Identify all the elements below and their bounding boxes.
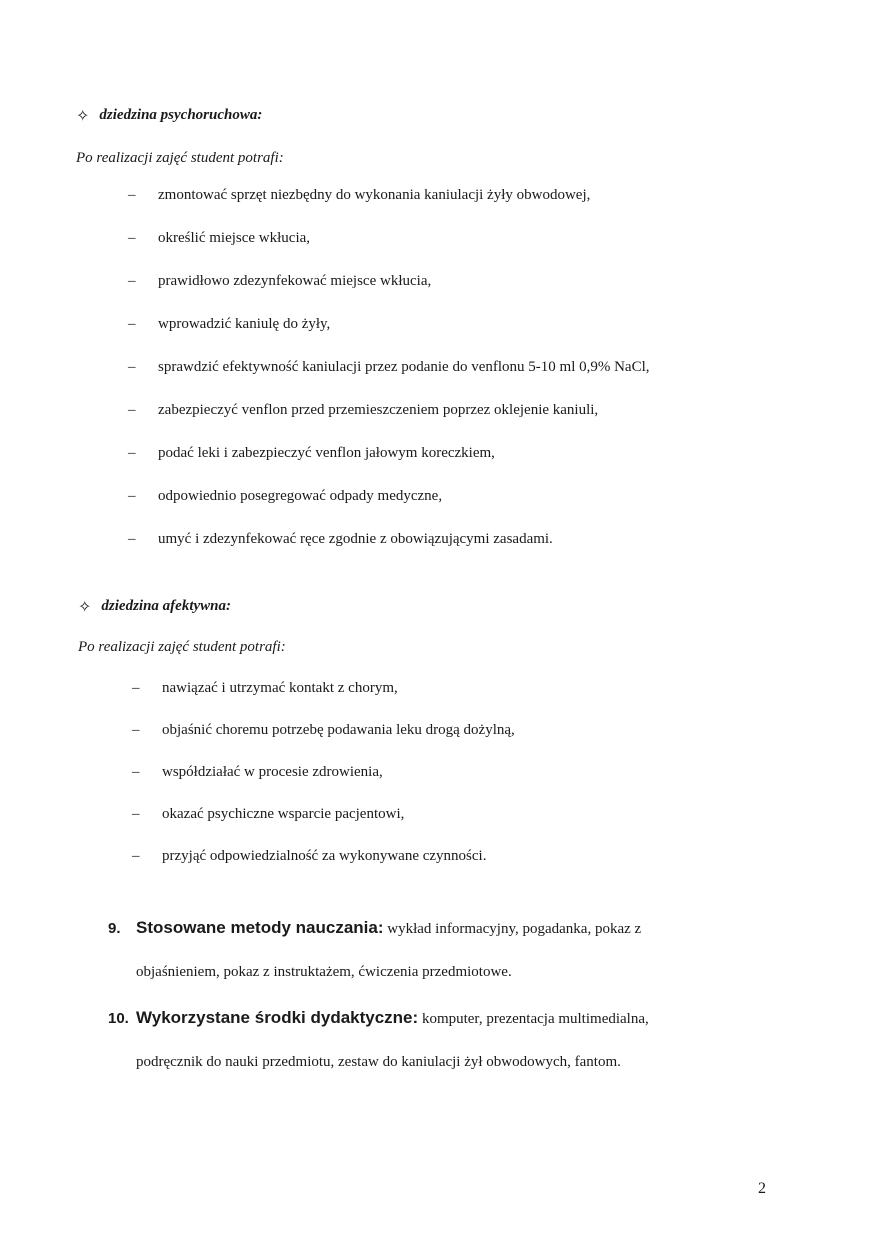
dash-bullet: – [132,806,140,822]
section-teaching-methods [108,918,788,988]
affective-list [132,680,515,890]
diamond-bullet-icon: ✧ [76,106,90,125]
list-item [128,402,650,445]
list-item-text: objaśnić choremu potrzebę podawania leku drogą dożylną, [162,722,515,738]
page-number: 2 [758,1180,766,1197]
psychomotor-heading [76,106,262,125]
dash-bullet: – [128,402,136,418]
list-item-text: podać leki i zabezpieczyć venflon jałowym koreczkiem, [158,445,495,461]
list-item [132,722,515,764]
section-text: wykład informacyjny, pogadanka, pokaz z [383,921,642,937]
dash-bullet: – [132,680,140,696]
dash-bullet: – [128,273,136,289]
list-item-text: wprowadzić kaniulę do żyły, [158,316,331,332]
affective-intro: Po realizacji zajęć student potrafi: [78,639,286,655]
psychomotor-list [128,187,650,574]
list-item-text: przyjąć odpowiedzialność za wykonywane czynności. [162,848,487,864]
dash-bullet: – [132,722,140,738]
list-item-text: zmontować sprzęt niezbędny do wykonania kaniulacji żyły obwodowej, [158,187,591,203]
list-item [128,230,650,273]
list-item [132,764,515,806]
affective-heading [78,597,231,616]
dash-bullet: – [132,764,140,780]
list-item [128,316,650,359]
list-item-text: zabezpieczyć venflon przed przemieszczeniem poprzez oklejenie kaniuli, [158,402,599,418]
list-item-text: współdziałać w procesie zdrowienia, [162,764,383,780]
section-title: Wykorzystane środki dydaktyczne: [136,1008,419,1027]
diamond-bullet-icon: ✧ [78,597,92,616]
list-item-text: nawiązać i utrzymać kontakt z chorym, [162,680,398,696]
psychomotor-heading-text: dziedzina psychoruchowa: [99,107,263,123]
list-item-text: określić miejsce wkłucia, [158,230,311,246]
list-item-text: okazać psychiczne wsparcie pacjentowi, [162,806,405,822]
section-text-continued: podręcznik do nauki przedmiotu, zestaw do kaniulacji żył obwodowych, fantom. [136,1054,621,1070]
affective-heading-text: dziedzina afektywna: [101,598,231,614]
section-teaching-aids [108,1008,788,1078]
list-item [128,531,650,574]
list-item-text: odpowiednio posegregować odpady medyczne, [158,488,443,504]
list-item-text: prawidłowo zdezynfekować miejsce wkłucia, [158,273,432,289]
dash-bullet: – [128,359,136,375]
section-text: komputer, prezentacja multimedialna, [418,1011,649,1027]
dash-bullet: – [128,187,136,203]
psychomotor-intro: Po realizacji zajęć student potrafi: [76,150,284,166]
list-item [132,680,515,722]
section-number: 10. [108,1010,129,1027]
list-item [128,187,650,230]
section-title: Stosowane metody nauczania: [136,918,384,937]
list-item-text: sprawdzić efektywność kaniulacji przez podanie do venflonu 5-10 ml 0,9% NaCl, [158,359,650,375]
dash-bullet: – [128,445,136,461]
dash-bullet: – [132,848,140,864]
list-item [132,806,515,848]
dash-bullet: – [128,531,136,547]
dash-bullet: – [128,488,136,504]
dash-bullet: – [128,316,136,332]
list-item [128,359,650,402]
list-item [128,445,650,488]
section-text-continued: objaśnieniem, pokaz z instruktażem, ćwiczenia przedmiotowe. [136,964,512,980]
dash-bullet: – [128,230,136,246]
list-item [128,488,650,531]
section-number: 9. [108,920,121,937]
list-item [128,273,650,316]
list-item-text: umyć i zdezynfekować ręce zgodnie z obowiązującymi zasadami. [158,531,553,547]
list-item [132,848,515,890]
